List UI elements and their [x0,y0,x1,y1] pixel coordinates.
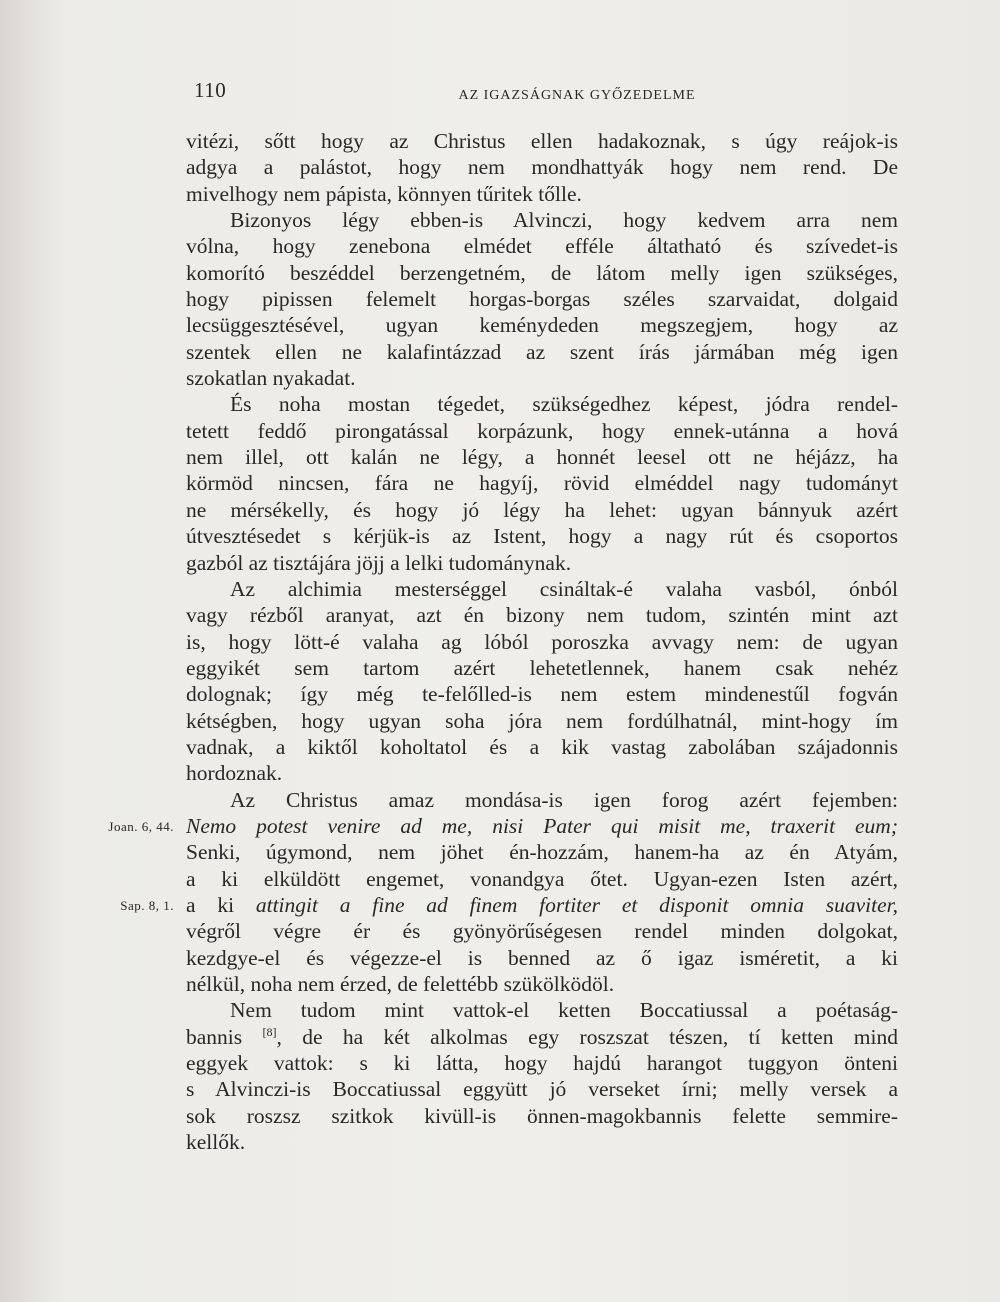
text-line: tetett feddő pirongatással korpázunk, hogy ennek-utánna a hová [186,418,898,443]
text-line: kellők. [186,1130,246,1155]
text-line: eggyikét sem tartom azért lehetetlennek, hanem csak nehéz [186,655,898,680]
text-line: kezdgye-el és végezze-el is benned az ő igaz isméretit, a ki [186,945,898,970]
text-line: lecsüggesztésével, ugyan keménydeden megszegjem, hogy az [186,313,898,338]
text-line: szentek ellen ne kalafintázzad az szent írás jármában még igen [186,339,898,364]
text-line: hordoznak. [186,761,283,786]
text-line: s Alvinczi-is Boccatiussal eggyütt jó verseket írni; melly versek a [186,1077,898,1102]
text-line: És noha mostan tégedet, szükségedhez képest, jódra rendel- [230,392,898,417]
text-line: Az Christus amaz mondása-is igen forog azért fejemben: [230,787,898,812]
text-line: Senki, úgymond, nem jöhet én-hozzám, hanem-ha az én Atyám, [186,840,898,865]
text-line: adgya a palástot, hogy nem mondhattyák hogy nem rend. De [186,155,898,180]
text-line: Nem tudom mint vattok-el ketten Boccatiussal a poétaság- [230,998,898,1023]
text-line: szokatlan nyakadat. [186,366,356,391]
text-line: Az alchimia mesterséggel csináltak-é valaha vasból, ónból [230,576,898,601]
running-title: AZ IGAZSÁGNAK GYŐZEDELME [458,88,696,103]
text-line: bannis [8], de ha két alkolmas egy roszszat tészen, tí ketten mind [186,1024,898,1049]
text-line: Bizonyos légy ebben-is Alvinczi, hogy kedvem arra nem [230,208,898,233]
margin-note: Joan. 6, 44. [108,819,174,835]
text-line: ne mérsékelly, és hogy jó légy ha lehet: ugyan bánnyuk azért [186,497,898,522]
text-line: vagy rézből aranyat, azt én bizony nem tudom, szintén mint azt [186,603,898,628]
text-line: nem illel, ott kalán ne légy, a honnét leesel ott ne héjázz, ha [186,445,898,470]
text-line: kétségben, hogy ugyan soha jóra nem fordúlhatnál, mint-hogy ím [186,708,898,733]
text-line: nélkül, noha nem érzed, de felettébb szükölködöl. [186,972,615,996]
page-header [186,78,898,108]
text-line: végről végre ér és gyönyörűségesen rendel minden dolgokat, [186,919,898,944]
text-line: Nemo potest venire ad me, nisi Pater qui misit me, traxerit eum; [186,813,898,838]
text-line: a ki elküldött engemet, vonandgya őtet. Ugyan-ezen Isten azért, [186,866,898,891]
text-line: vitézi, sőtt hogy az Christus ellen hadakoznak, s úgy reájok-is [186,129,898,153]
margin-note: Sap. 8, 1. [120,898,174,914]
text-line: komorító beszéddel berzengetném, de látom melly igen szükséges, [186,260,898,285]
text-line: dolognak; így még te-felőlled-is nem estem mindenestűl fogván [186,682,898,707]
text-line: hogy pipissen felemelt horgas-borgas széles szarvaidat, dolgaid [186,287,898,312]
page-number: 110 [194,78,227,102]
text-line: útvesztésedet s kérjük-is az Istent, hogy a nagy rút és csoportos [186,524,898,549]
text-line: vólna, hogy zenebona elmédet efféle áltatható és szívedet-is [186,234,898,259]
text-line: gazból az tisztájára jöjj a lelki tudománynak. [186,550,572,575]
page-body-text [186,128,898,1155]
text-line: is, hogy lött-é valaha ag lóból poroszka avvagy nem: de ugyan [186,629,898,654]
text-line: sok roszsz szitkok kivüll-is önnen-magokbannis felette semmire- [186,1103,898,1128]
text-line: vadnak, a kiktől koholtatol és a kik vastag zabolában szájadonnis [186,734,898,759]
text-line: eggyek vattok: s ki látta, hogy hajdú harangot tuggyon önteni [186,1051,898,1076]
text-line: mivelhogy nem pápista, könnyen tűritek tőlle. [186,181,582,206]
text-line: a ki attingit a fine ad finem fortiter et disponit omnia suaviter, [186,892,898,917]
text-line: körmöd nincsen, fára ne hagyíj, rövid elméddel nagy tudományt [186,471,898,496]
